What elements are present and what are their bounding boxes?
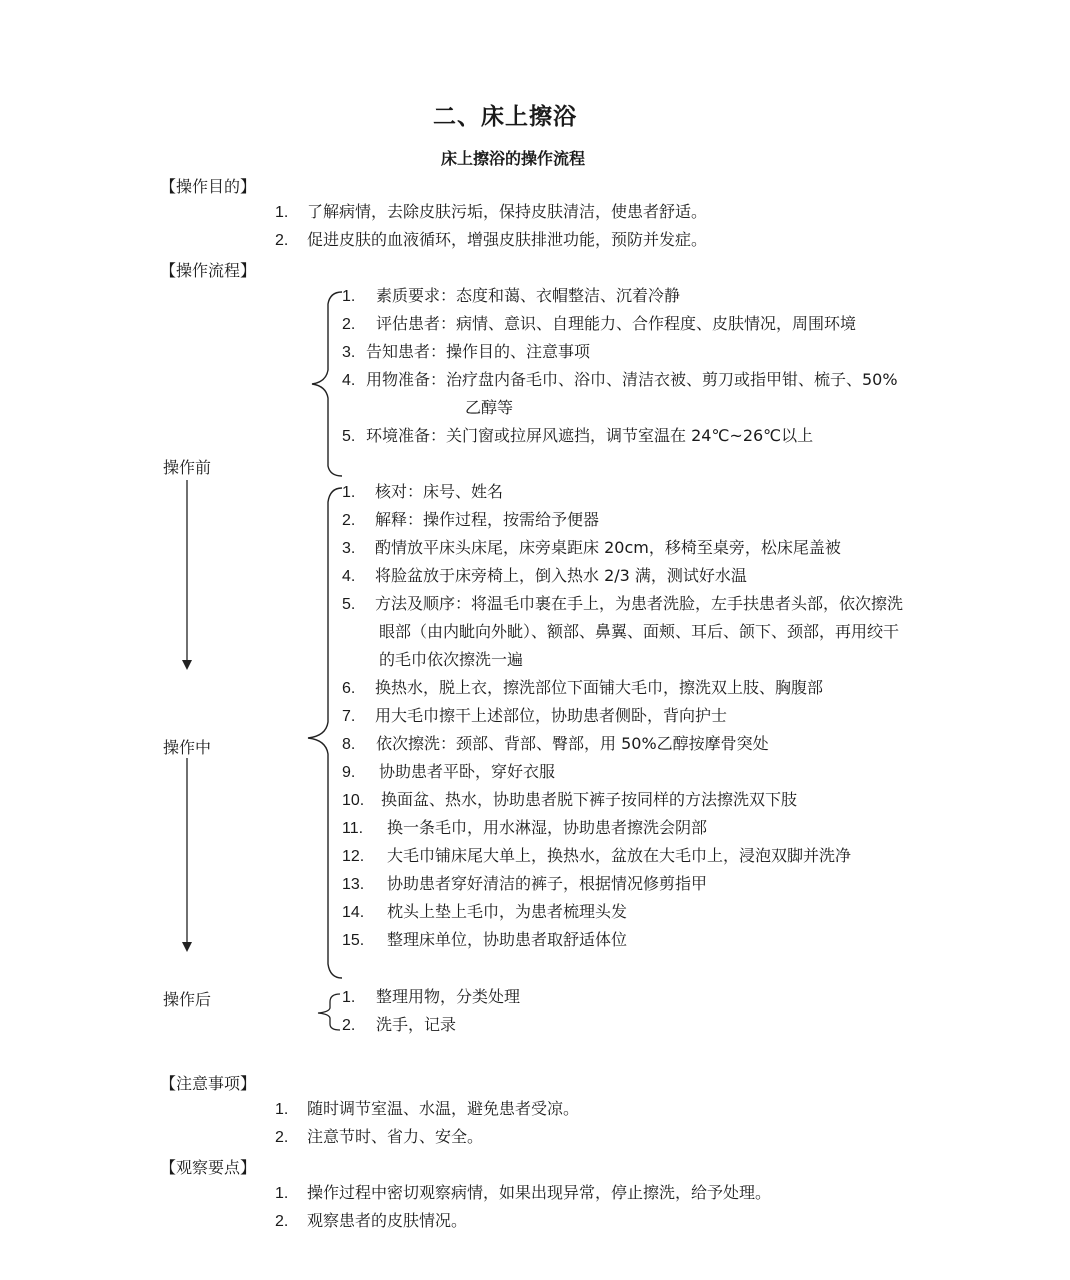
item-number: 1. [275,1185,289,1202]
phase-label-after: 操作后 [163,990,212,1009]
before-item-4-continued: 乙醇等 [465,398,514,417]
item-text: 枕头上垫上毛巾，为患者梳理头发 [387,902,628,921]
item-text: 协助患者穿好清洁的裤子，根据情况修剪指甲 [387,874,708,893]
item-number: 2. [342,512,356,529]
during-item-14 [342,902,627,923]
before-item-5 [342,426,813,447]
item-number: 15. [342,932,365,949]
item-text: 了解病情，去除皮肤污垢，保持皮肤清洁，使患者舒适。 [307,202,708,221]
item-text: 用物准备：治疗盘内备毛巾、浴巾、清洁衣被、剪刀或指甲钳、梳子、50% [366,370,898,389]
section-heading-purpose: 【操作目的】 [160,177,257,196]
observation-item-2 [275,1211,467,1232]
page-title: 二、床上擦浴 [433,104,577,130]
brace-during-icon [308,488,342,978]
item-number: 6. [342,680,356,697]
item-text: 换面盆、热水，协助患者脱下裤子按同样的方法擦洗双下肢 [381,790,798,809]
brace-after-icon [318,994,340,1030]
during-item-5-continued: 眼部（由内眦向外眦）、额部、鼻翼、面颊、耳后、颌下、颈部，再用绞干 [379,622,900,641]
item-number: 12. [342,848,365,865]
item-text: 整理床单位，协助患者取舒适体位 [387,930,628,949]
observation-item-1 [275,1183,771,1204]
after-item-1 [342,987,520,1008]
item-number: 10. [342,792,365,809]
during-item-5-continued-2: 的毛巾依次擦洗一遍 [379,650,524,669]
during-item-7 [342,706,727,727]
during-item-15 [342,930,627,951]
phase-label-during: 操作中 [163,738,212,757]
during-item-2 [342,510,599,531]
item-number: 3. [342,344,356,361]
item-number: 1. [275,204,289,221]
item-text: 换热水，脱上衣，擦洗部位下面铺大毛巾，擦洗双上肢、胸腹部 [375,678,824,697]
item-number: 4. [342,372,356,389]
page-subtitle: 床上擦浴的操作流程 [440,149,585,168]
before-item-2 [342,314,856,335]
item-number: 2. [342,1017,356,1034]
before-item-4 [342,370,898,391]
item-number: 14. [342,904,365,921]
during-item-12 [342,846,851,867]
during-item-11 [342,818,707,839]
item-number: 9. [342,764,356,781]
during-item-8 [342,734,769,755]
item-text: 评估患者：病情、意识、自理能力、合作程度、皮肤情况，周围环境 [376,314,857,333]
item-number: 5. [342,428,356,445]
item-number: 5. [342,596,356,613]
item-number: 8. [342,736,356,753]
during-item-10 [342,790,797,811]
item-number: 11. [342,820,364,837]
item-text: 告知患者：操作目的、注意事项 [366,342,591,361]
during-item-1 [342,482,503,503]
during-item-3 [342,538,841,559]
before-item-1 [342,286,680,307]
after-item-2 [342,1015,456,1036]
item-text: 整理用物，分类处理 [376,987,521,1006]
item-number: 7. [342,708,356,725]
item-text: 方法及顺序：将温毛巾裹在手上，为患者洗脸，左手扶患者头部，依次擦洗 [375,594,904,613]
item-text: 操作过程中密切观察病情，如果出现异常，停止擦洗，给予处理。 [307,1183,772,1202]
item-text: 素质要求：态度和蔼、衣帽整洁、沉着冷静 [376,286,681,305]
item-number: 13. [342,876,365,893]
during-item-4 [342,566,747,587]
item-text: 随时调节室温、水温，避免患者受凉。 [307,1099,580,1118]
section-heading-process: 【操作流程】 [160,261,257,280]
item-text: 观察患者的皮肤情况。 [307,1211,468,1230]
during-item-9 [342,762,555,783]
precaution-item-1 [275,1099,579,1120]
purpose-item-1 [275,202,707,223]
item-text: 用大毛巾擦干上述部位，协助患者侧卧，背向护士 [375,706,728,725]
item-text: 促进皮肤的血液循环，增强皮肤排泄功能，预防并发症。 [307,230,708,249]
during-item-13 [342,874,707,895]
purpose-item-2 [275,230,707,251]
item-text: 核对：床号、姓名 [375,482,504,501]
item-number: 1. [342,484,356,501]
item-number: 1. [275,1101,289,1118]
item-text: 酌情放平床头床尾，床旁桌距床 20cm，移椅至桌旁，松床尾盖被 [375,538,841,557]
before-item-3 [342,342,590,363]
item-text: 协助患者平卧，穿好衣服 [379,762,556,781]
item-number: 2. [275,1213,289,1230]
item-number: 2. [342,316,356,333]
item-text: 环境准备：关门窗或拉屏风遮挡，调节室温在 24℃~26℃以上 [366,426,814,445]
during-item-5 [342,594,903,615]
brace-before-icon [312,292,342,476]
item-number: 1. [342,989,356,1006]
precaution-item-2 [275,1127,483,1148]
item-text: 换一条毛巾，用水淋湿，协助患者擦洗会阴部 [387,818,708,837]
item-number: 3. [342,540,356,557]
item-text: 洗手，记录 [376,1015,457,1034]
item-text: 将脸盆放于床旁椅上，倒入热水 2/3 满，测试好水温 [375,566,747,585]
item-text: 解释：操作过程，按需给予便器 [375,510,600,529]
item-number: 2. [275,232,289,249]
item-number: 2. [275,1129,289,1146]
item-text: 依次擦洗：颈部、背部、臀部，用 50%乙醇按摩骨突处 [376,734,769,753]
item-number: 1. [342,288,356,305]
during-item-6 [342,678,823,699]
phase-label-before: 操作前 [163,458,212,477]
item-text: 注意节时、省力、安全。 [307,1127,484,1146]
item-number: 4. [342,568,356,585]
section-heading-precautions: 【注意事项】 [160,1074,257,1093]
section-heading-observation: 【观察要点】 [160,1158,257,1177]
item-text: 大毛巾铺床尾大单上，换热水，盆放在大毛巾上，浸泡双脚并洗净 [387,846,852,865]
